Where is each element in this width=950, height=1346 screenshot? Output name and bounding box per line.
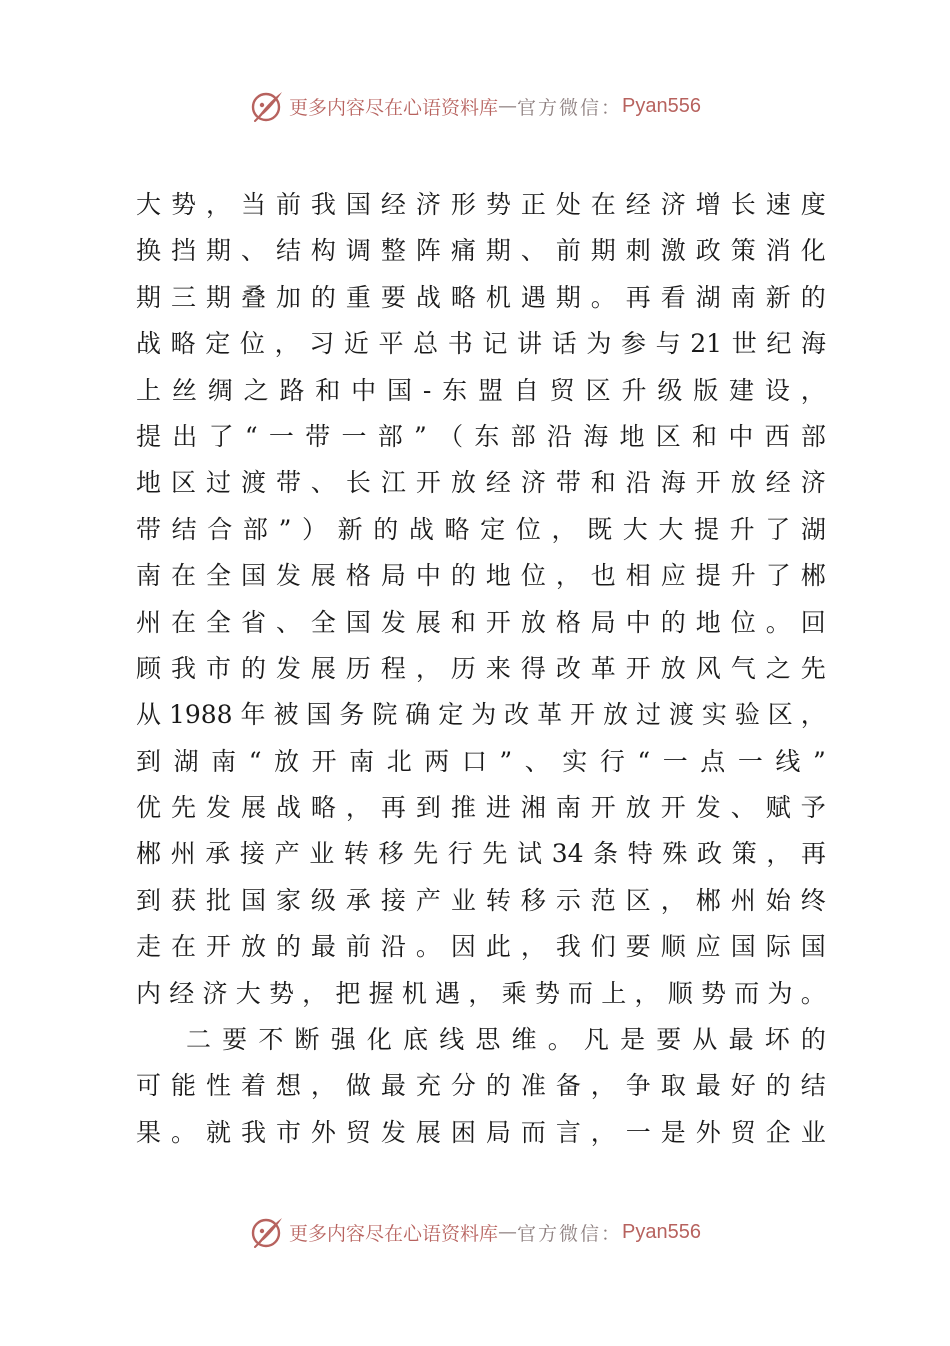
header-banner xyxy=(0,86,950,126)
quill-pen-icon xyxy=(249,1214,285,1250)
text-line: 大 势 ， 当 前 我 国 经 济 形 势 正 处 在 经 济 增 长 速 度 xyxy=(136,190,826,219)
footer-wechat-label: 官方微信： xyxy=(517,1222,623,1245)
text-line: 提 出 了 “ 一 带 一 部 ” （ 东 部 沿 海 地 区 和 中 西 部 xyxy=(136,421,826,451)
quill-pen-icon xyxy=(249,88,285,124)
header-wechat-id: Pyan556 xyxy=(622,94,701,117)
text-line: 战 略 定 位 ， 习 近 平 总 书 记 讲 话 为 参 与 21 世 纪 海 xyxy=(136,329,826,359)
header-wechat-label: 官方微信： xyxy=(517,96,623,119)
footer-brand: 更多内容尽在心语资料库 xyxy=(289,1222,499,1245)
text-line: 换 挡 期 、 结 构 调 整 阵 痛 期 、 前 期 刺 激 政 策 消 化 xyxy=(136,236,826,266)
text-line: 郴 州 承 接 产 业 转 移 先 行 先 试 34 条 特 殊 政 策 ， 再 xyxy=(136,839,826,869)
header-brand: 更多内容尽在心语资料库 xyxy=(289,96,499,119)
text-line: 期 三 期 叠 加 的 重 要 战 略 机 遇 期 。 再 看 湖 南 新 的 xyxy=(136,282,826,312)
header-separator: — xyxy=(498,95,518,117)
paragraph-start-line: 二 要 不 断 强 化 底 线 思 维 。 凡 是 要 从 最 坏 的 xyxy=(186,1025,826,1055)
footer-separator: — xyxy=(498,1221,518,1243)
text-line: 优 先 发 展 战 略 ， 再 到 推 进 湘 南 开 放 开 发 、 赋 予 xyxy=(136,793,826,823)
text-line: 上 丝 绸 之 路 和 中 国 - 东 盟 自 贸 区 升 级 版 建 设 ， xyxy=(136,375,826,405)
text-line: 南 在 全 国 发 展 格 局 中 的 地 位 ， 也 相 应 提 升 了 郴 xyxy=(136,561,826,591)
text-line: 地 区 过 渡 带 、 长 江 开 放 经 济 带 和 沿 海 开 放 经 济 xyxy=(136,468,826,498)
document-body xyxy=(136,182,826,1156)
text-line: 到 湖 南 “ 放 开 南 北 两 口 ” 、 实 行 “ 一 点 一 线 ” xyxy=(136,746,826,776)
text-line: 果 。 就 我 市 外 贸 发 展 困 局 而 言 ， 一 是 外 贸 企 业 xyxy=(136,1117,826,1147)
text-line: 可 能 性 着 想 ， 做 最 充 分 的 准 备 ， 争 取 最 好 的 结 xyxy=(136,1071,826,1101)
text-line: 走 在 开 放 的 最 前 沿 。 因 此 ， 我 们 要 顺 应 国 际 国 xyxy=(136,932,826,962)
text-line: 带 结 合 部 ” ） 新 的 战 略 定 位 ， 既 大 大 提 升 了 湖 xyxy=(136,514,826,544)
footer-banner xyxy=(0,1212,950,1252)
text-line: 到 获 批 国 家 级 承 接 产 业 转 移 示 范 区 ， 郴 州 始 终 xyxy=(136,885,826,915)
text-line: 从 1988 年 被 国 务 院 确 定 为 改 革 开 放 过 渡 实 验 区 ， xyxy=(136,700,826,730)
text-line: 顾 我 市 的 发 展 历 程 ， 历 来 得 改 革 开 放 风 气 之 先 xyxy=(136,653,826,683)
footer-wechat-id: Pyan556 xyxy=(622,1220,701,1243)
text-line: 州 在 全 省 、 全 国 发 展 和 开 放 格 局 中 的 地 位 。 回 xyxy=(136,607,826,637)
text-line: 内 经 济 大 势 ， 把 握 机 遇 ， 乘 势 而 上 ， 顺 势 而 为 。 xyxy=(136,978,826,1008)
